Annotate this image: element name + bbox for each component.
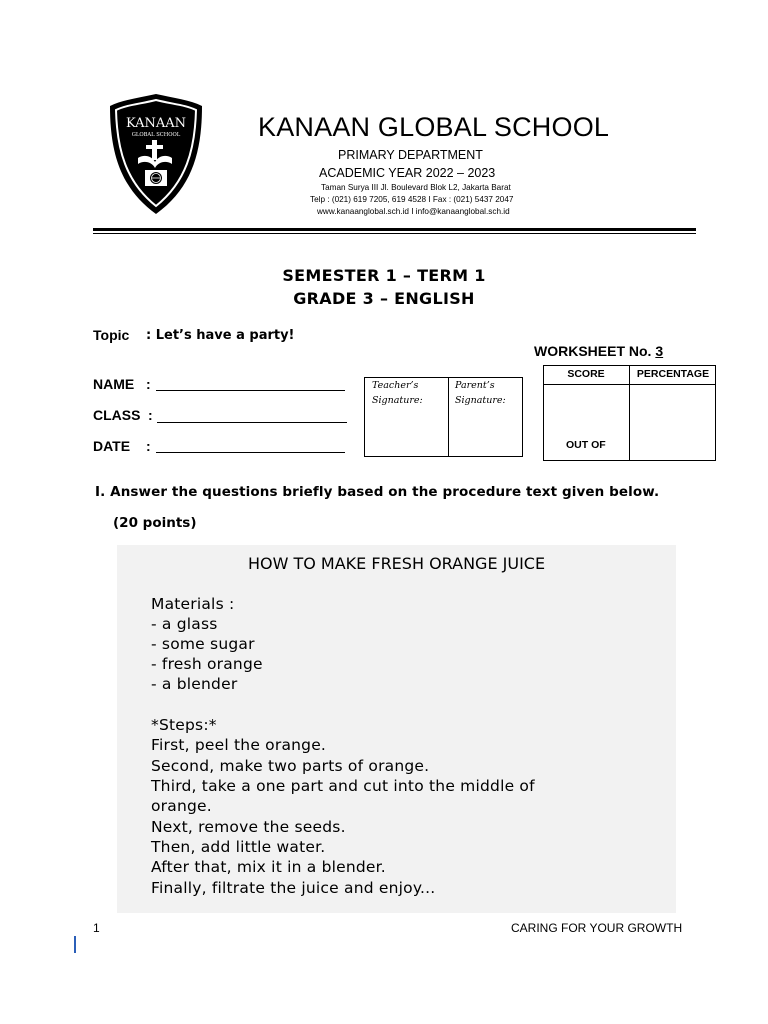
procedure-line: Then, add little water. [151,838,326,856]
parent-signature-line1: Parent’s [455,380,495,391]
procedure-line: After that, mix it in a blender. [151,858,386,876]
school-web: www.kanaanglobal.sch.id I info@kanaanglobal.sch.id [317,207,510,216]
procedure-line: - a blender [151,675,238,693]
signature-divider [448,377,449,457]
procedure-title: HOW TO MAKE FRESH ORANGE JUICE [247,554,546,573]
logo-subtext: GLOBAL SCHOOL [131,132,181,138]
procedure-line: *Steps:* [151,716,217,734]
school-name: KANAAN GLOBAL SCHOOL [258,112,610,142]
topic-label: Topic [93,327,130,343]
class-colon: : [148,407,153,423]
worksheet-number-value: 3 [655,343,664,359]
department: PRIMARY DEPARTMENT [338,148,483,162]
teacher-signature-line1: Teacher’s [372,380,419,391]
class-field[interactable] [157,422,347,423]
question-points: (20 points) [113,515,197,531]
procedure-line: - fresh orange [151,655,263,673]
percentage-header: PERCENTAGE [636,368,710,380]
procedure-line: orange. [151,797,212,815]
worksheet-label: WORKSHEET No. [534,343,652,359]
date-field[interactable] [156,452,345,453]
score-header: SCORE [567,368,605,380]
page-number: 1 [93,921,100,935]
procedure-line: Next, remove the seeds. [151,818,346,836]
procedure-line: First, peel the orange. [151,736,327,754]
procedure-line: Third, take a one part and cut into the middle of [151,777,535,795]
procedure-text-image [117,545,676,913]
academic-year: ACADEMIC YEAR 2022 – 2023 [319,166,496,180]
procedure-line: Finally, filtrate the juice and enjoy... [151,879,436,897]
name-colon: : [146,376,151,392]
procedure-line: - some sugar [151,635,255,653]
date-colon: : [146,438,151,454]
worksheet-number [534,343,663,359]
procedure-line: Second, make two parts of orange. [151,757,430,775]
date-label: DATE [93,438,131,454]
procedure-line: Materials : [151,595,235,613]
footer-motto: CARING FOR YOUR GROWTH [511,921,683,935]
topic-value: : Let’s have a party! [146,328,295,343]
text-cursor [74,936,76,953]
school-telp: Telp : (021) 619 7205, 619 4528 I Fax : (021) 5437 2047 [310,195,514,204]
teacher-signature-label[interactable] [372,378,423,408]
school-address: Taman Surya III Jl. Boulevard Blok L2, Jakarta Barat [321,183,511,192]
header-rule-thick [93,228,696,231]
semester-title: SEMESTER 1 – TERM 1 [282,266,486,285]
parent-signature-line2: Signature: [455,395,506,406]
procedure-line: - a glass [151,615,218,633]
school-logo [108,92,204,216]
question-instruction: I. Answer the questions briefly based on the procedure text given below. [95,484,660,500]
grade-title: GRADE 3 – ENGLISH [293,289,475,308]
name-label: NAME [93,376,135,392]
out-of-label: OUT OF [566,439,606,451]
parent-signature-label[interactable] [455,378,506,408]
name-field[interactable] [156,390,345,391]
class-label: CLASS [93,407,141,423]
header-rule-thin [93,233,696,234]
teacher-signature-line2: Signature: [372,395,423,406]
logo-text: KANAAN [125,116,187,131]
